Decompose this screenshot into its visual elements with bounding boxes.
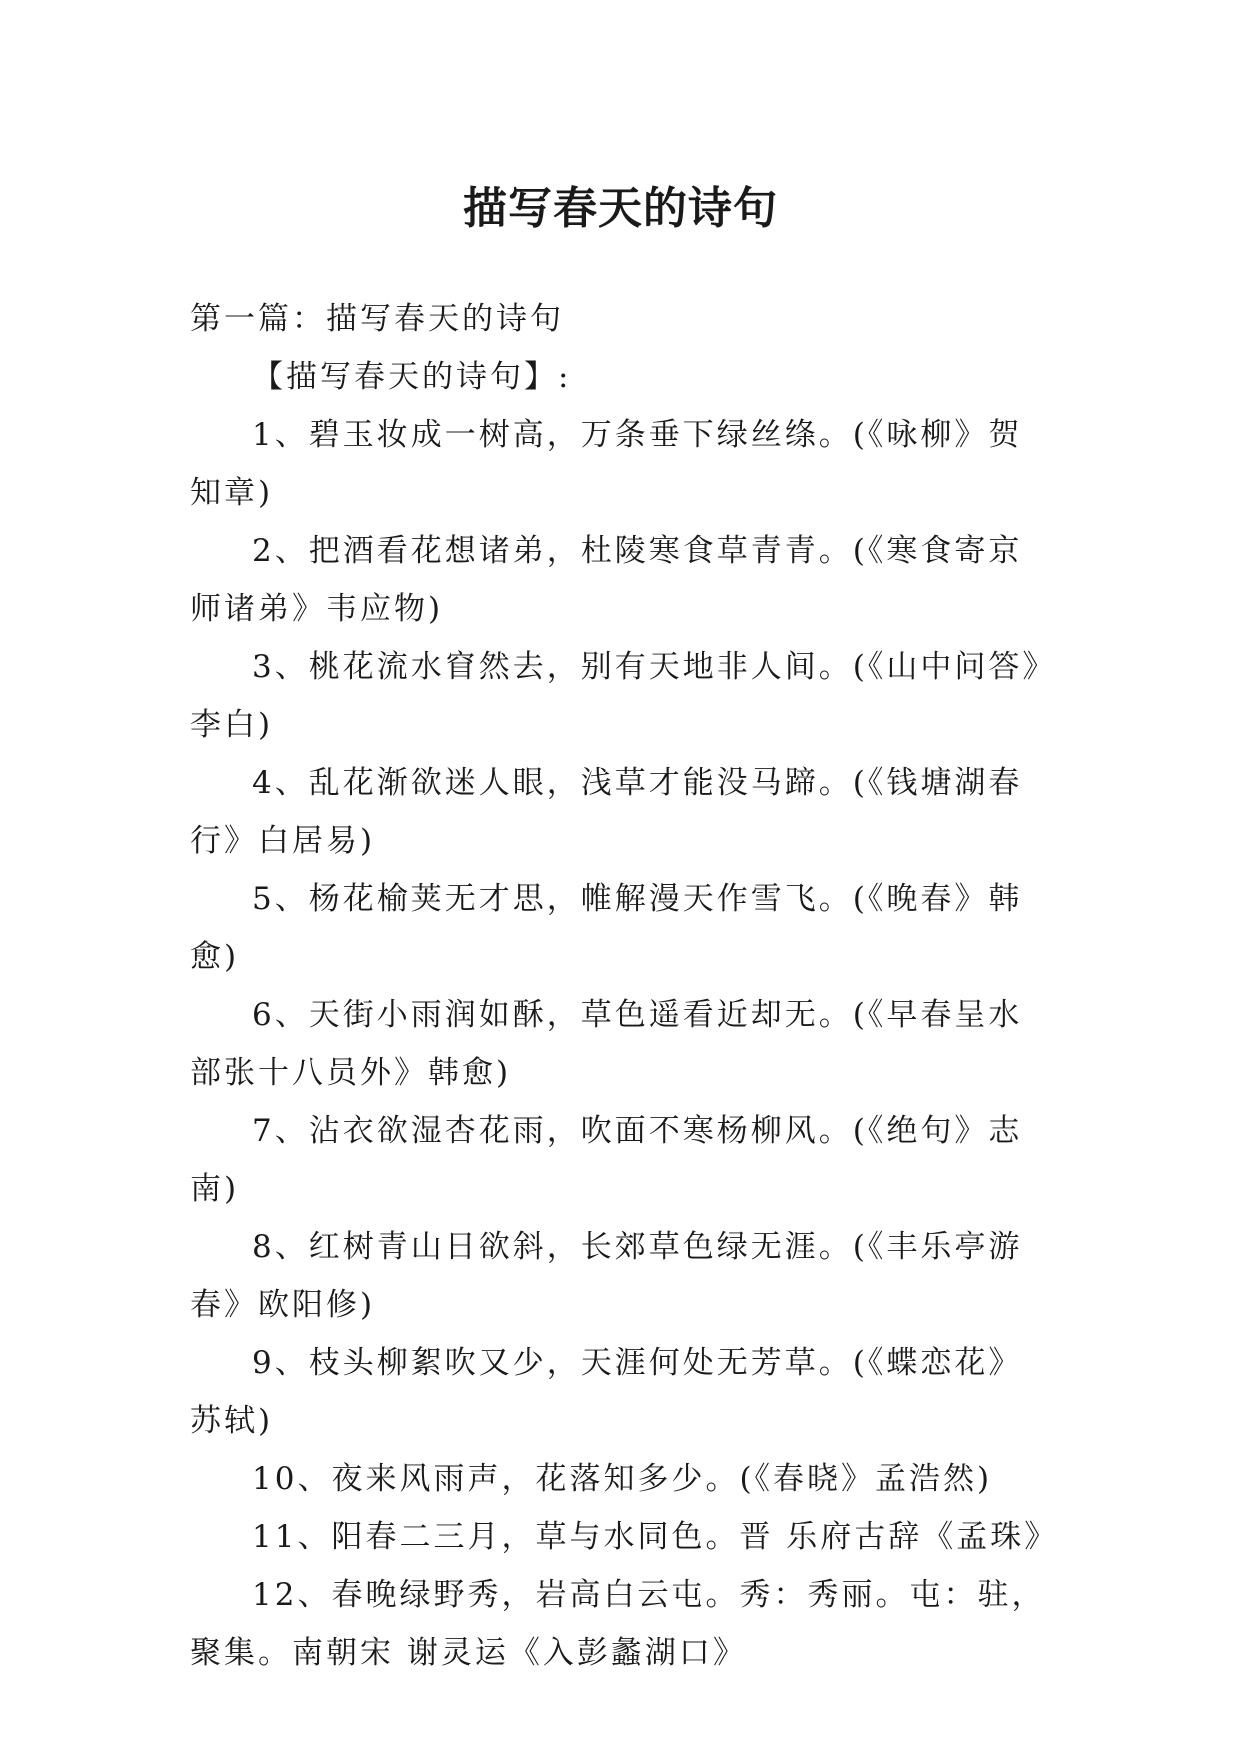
poem-item-7: 7、沾衣欲湿杏花雨，吹面不寒杨柳风。(《绝句》志南) bbox=[190, 1113, 1023, 1207]
poem-item-12: 12、春晚绿野秀，岩高白云屯。秀：秀丽。屯：驻，聚集。南朝宋 谢灵运《入彭蠡湖口》 bbox=[190, 1577, 1046, 1671]
sub-heading: 【描写春天的诗句】: bbox=[252, 359, 572, 395]
poem-item-1: 1、碧玉妆成一树高，万条垂下绿丝绦。(《咏柳》贺知章) bbox=[190, 417, 1023, 511]
poem-item-9: 9、枝头柳絮吹又少，天涯何处无芳草。(《蝶恋花》苏轼) bbox=[190, 1345, 1023, 1439]
poem-item-10: 10、夜来风雨声，花落知多少。(《春晓》孟浩然) bbox=[252, 1461, 993, 1497]
poem-item-3: 3、桃花流水窅然去，别有天地非人间。(《山中问答》李白) bbox=[190, 649, 1041, 743]
document-title: 描写春天的诗句 bbox=[463, 183, 778, 235]
poem-item-6: 6、天街小雨润如酥，草色遥看近却无。(《早春呈水部张十八员外》韩愈) bbox=[190, 997, 1023, 1091]
poem-item-2: 2、把酒看花想诸弟，杜陵寒食草青青。(《寒食寄京师诸弟》韦应物) bbox=[190, 533, 1023, 627]
document-body bbox=[190, 290, 1059, 1682]
poem-list bbox=[190, 406, 1059, 1682]
poem-item-11: 11、阳春二三月，草与水同色。晋 乐府古辞《孟珠》 bbox=[252, 1519, 1059, 1555]
poem-item-8: 8、红树青山日欲斜，长郊草色绿无涯。(《丰乐亭游春》欧阳修) bbox=[190, 1229, 1023, 1323]
poem-item-4: 4、乱花渐欲迷人眼，浅草才能没马蹄。(《钱塘湖春行》白居易) bbox=[190, 765, 1023, 859]
section-heading: 第一篇：描写春天的诗句 bbox=[190, 301, 564, 337]
poem-item-5: 5、杨花榆荚无才思，帷解漫天作雪飞。(《晚春》韩愈) bbox=[190, 881, 1023, 975]
